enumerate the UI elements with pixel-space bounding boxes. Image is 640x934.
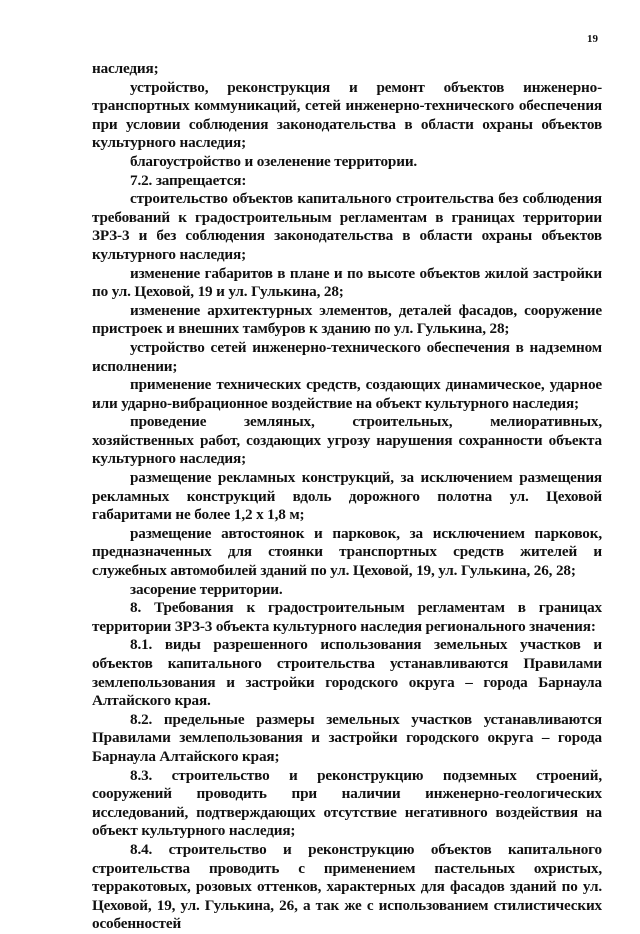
- paragraph: размещение рекламных конструкций, за исключением размещения рекламных конструкций вдоль дорожного полотна ул. Цеховой габаритами не более 1,2 х 1,8 м;: [92, 469, 602, 524]
- paragraph: засорение территории.: [130, 580, 283, 598]
- paragraph: изменение габаритов в плане и по высоте объектов жилой застройки по ул. Цеховой, 19 и ул. Гулькина, 28;: [92, 264, 602, 301]
- paragraph: 8. Требования к градостроительным регламентам в границах территории ЗРЗ-3 объекта культурного наследия регионального значения:: [92, 599, 602, 635]
- paragraph: 8.2. предельные размеры земельных участков устанавливаются Правилами землепользования и застройки городского округа – города Барнаула Алтайского края;: [92, 710, 602, 765]
- paragraph: устройство, реконструкция и ремонт объектов инженерно-транспортных коммуникаций, сетей инженерно-технического обеспечения при условии соблюдения законодательства в области охраны объектов культурного наследия;: [92, 78, 602, 152]
- page-number: 19: [587, 33, 598, 45]
- paragraph: размещение автостоянок и парковок, за исключением парковок, предназначенных для стоянки транспортных средств жителей и служебных автомобилей зданий по ул. Цеховой, 19, ул. Гулькина, 26, 28;: [92, 524, 602, 580]
- paragraph: 8.1. виды разрешенного использования земельных участков и объектов капитального строительства устанавливаются Правилами землепользования и застройки городского округа – города Барнаула Алтайского края.: [92, 636, 602, 710]
- paragraph: благоустройство и озеленение территории.: [130, 152, 418, 170]
- paragraph: наследия;: [92, 60, 159, 77]
- paragraph: применение технических средств, создающих динамическое, ударное или ударно-вибрационное воздействие на объект культурного наследия;: [92, 376, 602, 412]
- document-body: [92, 60, 602, 934]
- paragraph: 8.3. строительство и реконструкцию подземных строений, сооружений проводить при наличии инженерно-геологических исследований, подтверждающих отсутствие негативного воздействия на объект культурного наследия;: [92, 766, 602, 840]
- paragraph: проведение земляных, строительных, мелиоративных, хозяйственных работ, создающих угрозу нарушения сохранности объекта культурного наследия;: [92, 413, 602, 468]
- paragraph: устройство сетей инженерно-технического обеспечения в надземном исполнении;: [92, 338, 602, 375]
- paragraph: изменение архитектурных элементов, деталей фасадов, сооружение пристроек и внешних тамбуров к зданию по ул. Гулькина, 28;: [92, 301, 602, 338]
- paragraph: 8.4. строительство и реконструкцию объектов капитального строительства проводить с применением пастельных охристых, терракотовых, розовых оттенков, характерных для фасадов зданий по ул. Цеховой, 19, ул. Гулькина, 26, а так же с использованием стилистических особенностей: [92, 840, 602, 933]
- paragraph: 7.2. запрещается:: [130, 171, 247, 189]
- paragraph: строительство объектов капитального строительства без соблюдения требований к градостроительным регламентам в границах территории ЗРЗ-3 и без соблюдения законодательства в области охраны объектов культурного наследия;: [92, 190, 602, 263]
